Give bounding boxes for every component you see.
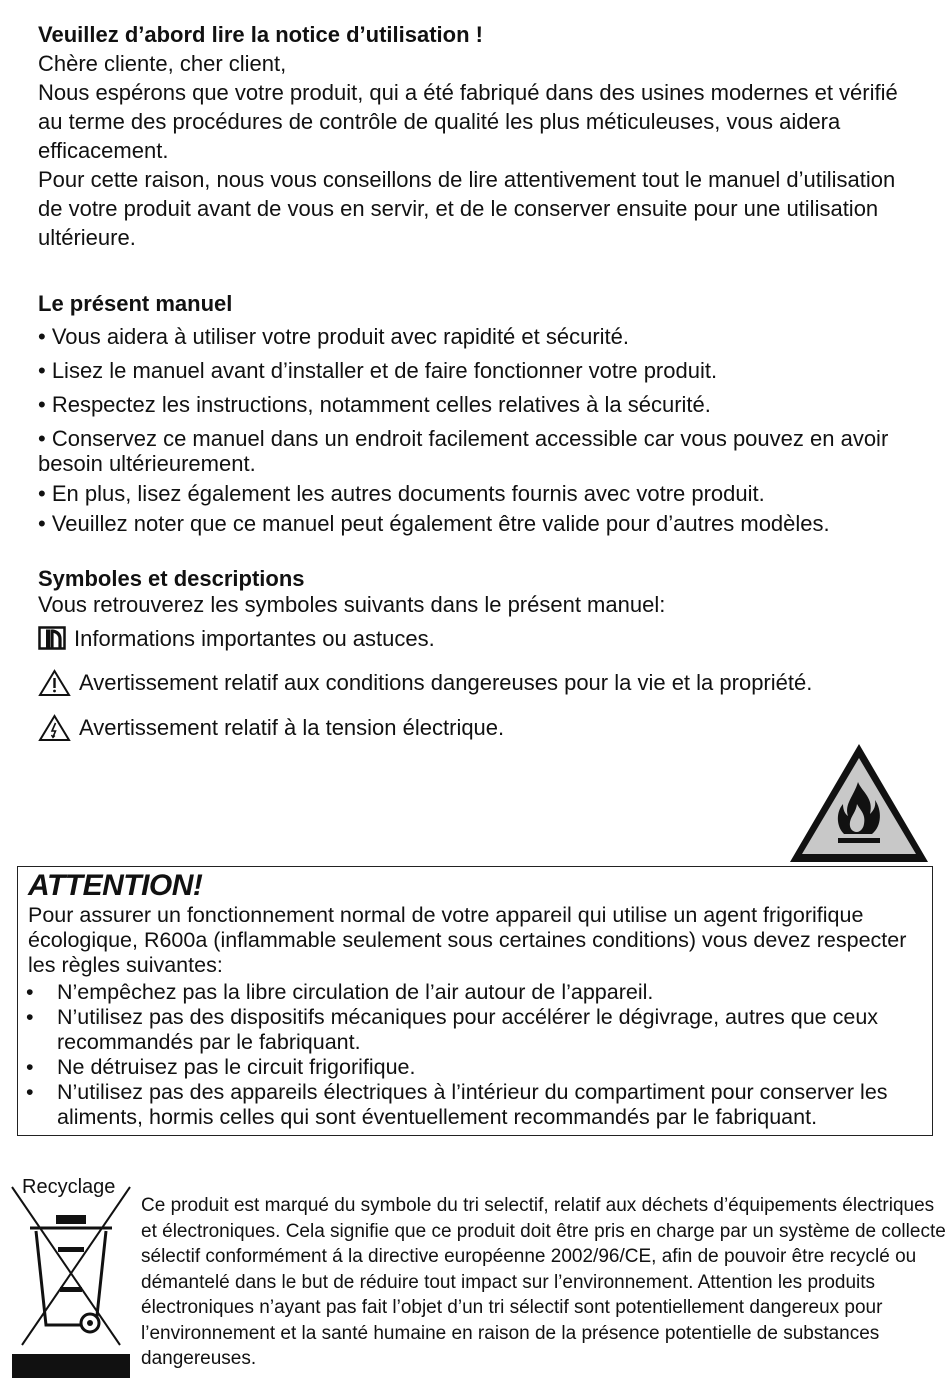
intro-paragraph-1: Nous espérons que votre produit, qui a été fabriqué dans des usines modernes et vérifié au terme des procédures de contrôle de qualité les plus méticuleuses, vous aidera efficacement. xyxy=(38,80,898,163)
attention-list xyxy=(22,980,928,1130)
attention-title: ATTENTION! xyxy=(28,869,203,902)
intro-greeting: Chère cliente, cher client, xyxy=(38,51,287,76)
manual-item: • En plus, lisez également les autres documents fournis avec votre produit. xyxy=(38,481,765,506)
bullet: • xyxy=(26,1055,34,1079)
flammable-warning-sign xyxy=(786,740,932,866)
attention-box xyxy=(17,866,933,1136)
symbol-electric-text: Avertissement relatif à la tension électrique. xyxy=(79,715,505,740)
symbols-heading: Symboles et descriptions xyxy=(38,566,305,591)
list-item: • N’utilisez pas des dispositifs mécaniques pour accélérer le dégivrage, autres que ceux recommandés par le fabriquant. xyxy=(26,1005,879,1054)
symbol-warning-text: Avertissement relatif aux conditions dangereuses pour la vie et la propriété. xyxy=(79,670,813,695)
manual-item: • Respectez les instructions, notamment celles relatives à la sécurité. xyxy=(38,392,711,417)
manual-item: • Conservez ce manuel dans un endroit facilement accessible car vous pouvez en avoir besoin ultérieurement. xyxy=(38,426,889,476)
recycling-label: Recyclage xyxy=(22,1176,116,1198)
bullet: • xyxy=(26,1080,34,1104)
intro-heading: Veuillez d’abord lire la notice d’utilisation ! xyxy=(38,22,483,47)
symbols-intro: Vous retrouverez les symboles suivants dans le présent manuel: xyxy=(38,592,666,617)
attention-body: Pour assurer un fonctionnement normal de votre appareil qui utilise un agent frigorifique écologique, R600a (inflammable seulement sous certaines conditions) vous devez respecter les règles suivantes: xyxy=(28,903,907,977)
symbol-row-electric xyxy=(38,713,928,742)
list-item: • N’utilisez pas des appareils électriques à l’intérieur du compartiment pour conserver les aliments, hormis celles qui sont éventuellement recommandés par le fabriquant. xyxy=(26,1080,888,1129)
crossed-bin-icon xyxy=(8,1175,134,1382)
manual-heading: Le présent manuel xyxy=(38,291,233,316)
symbol-row-info xyxy=(38,624,928,653)
electric-warning-icon xyxy=(38,714,71,742)
bullet: • xyxy=(26,980,34,1004)
list-item: • N’empêchez pas la libre circulation de l’air autour de l’appareil. xyxy=(26,980,654,1004)
symbols-section xyxy=(38,565,928,742)
info-icon xyxy=(38,626,66,652)
manual-item: • Lisez le manuel avant d’installer et de faire fonctionner votre produit. xyxy=(38,358,718,383)
symbol-row-warning xyxy=(38,668,928,697)
manual-section xyxy=(38,289,928,545)
manual-item: • Vous aidera à utiliser votre produit avec rapidité et sécurité. xyxy=(38,324,630,349)
symbol-info-text: Informations importantes ou astuces. xyxy=(74,626,435,651)
intro-section xyxy=(38,20,918,252)
intro-paragraph-2: Pour cette raison, nous vous conseillons de lire attentivement tout le manuel d’utilisation de votre produit avant de vous en servir, et de le conserver ensuite pour une utilisation ultérieure. xyxy=(38,167,896,250)
recycling-text: Ce produit est marqué du symbole du tri selectif, relatif aux déchets d’équipements électriques et électroniques. Cela signifie que ce produit doit être pris en charge par un système de collecte sélectif conformément á la directive européenne 2002/96/CE, afin de pouvoir être recyclé ou démantelé dans le but de réduire tout impact sur l’environnement. Attention les produits électroniques n’ayant pas fait l’objet d’un tri sélectif sont potentiellement dangereux pour l’environnement et la santé humaine en raison de la présence potentielle de substances dangereuses. xyxy=(141,1195,946,1369)
list-item: • Ne détruisez pas le circuit frigorifique. xyxy=(26,1055,416,1079)
warning-triangle-icon xyxy=(38,669,71,697)
manual-item: • Veuillez noter que ce manuel peut également être valide pour d’autres modèles. xyxy=(38,511,830,536)
bullet: • xyxy=(26,1005,34,1029)
